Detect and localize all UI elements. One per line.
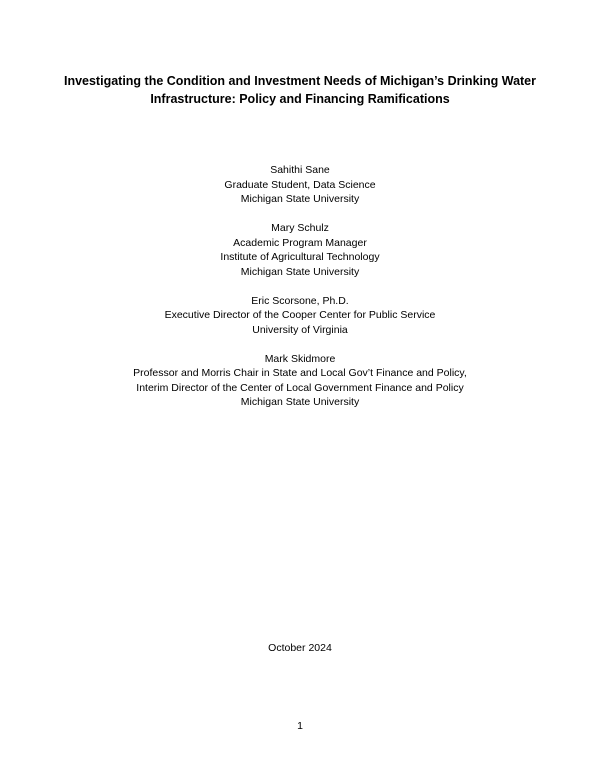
author-block <box>50 221 550 279</box>
author-name: Sahithi Sane <box>270 164 330 176</box>
author-affiliation-line: Institute of Agricultural Technology <box>220 251 380 263</box>
author-block <box>50 294 550 338</box>
author-name: Mark Skidmore <box>264 352 336 365</box>
document-title <box>50 72 550 108</box>
author-affiliation-line: Academic Program Manager <box>233 236 367 249</box>
author-list <box>50 163 550 424</box>
publication-date: October 2024 <box>268 642 332 654</box>
author-affiliation-line: Michigan State University <box>240 265 360 278</box>
author-affiliation-line: Professor and Morris Chair in State and Local Gov’t Finance and Policy, <box>133 367 467 379</box>
author-affiliation-line: Executive Director of the Cooper Center for Public Service <box>164 309 436 321</box>
author-name: Mary Schulz <box>271 222 329 234</box>
author-block <box>50 352 550 410</box>
author-name: Eric Scorsone, Ph.D. <box>251 294 349 307</box>
title-line: Investigating the Condition and Investment Needs of Michigan’s Drinking Water <box>63 74 537 88</box>
author-affiliation-line: University of Virginia <box>252 323 348 336</box>
author-affiliation-line: Michigan State University <box>240 396 360 408</box>
author-affiliation-line: Michigan State University <box>240 193 360 205</box>
title-line: Infrastructure: Policy and Financing Ramifications <box>150 92 450 106</box>
author-affiliation-line: Graduate Student, Data Science <box>224 178 376 191</box>
page-number: 1 <box>297 720 303 732</box>
author-affiliation-line: Interim Director of the Center of Local Government Finance and Policy <box>136 381 464 394</box>
author-block <box>50 163 550 207</box>
